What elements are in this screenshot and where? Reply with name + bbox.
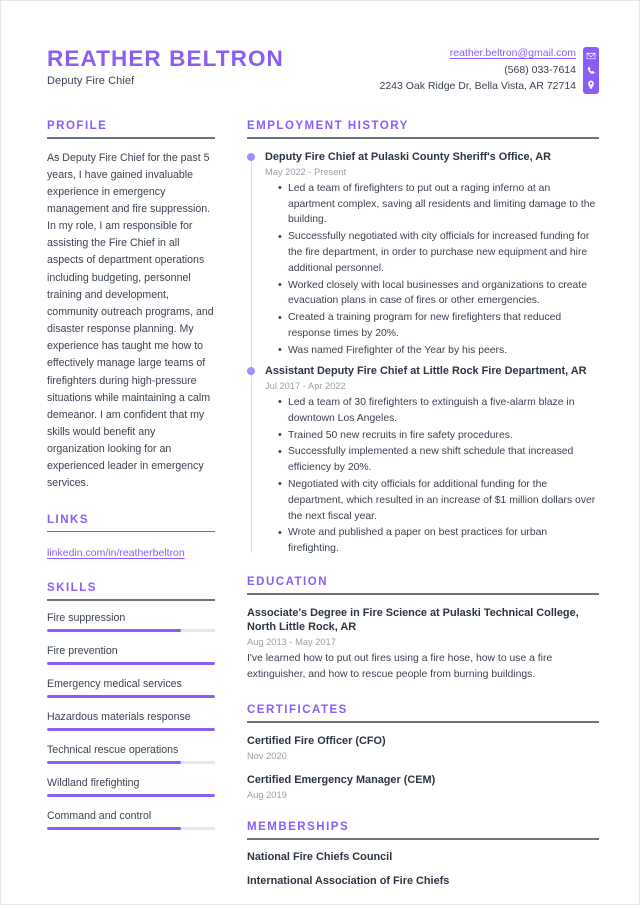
section-links	[47, 514, 215, 562]
employment-bullet: • Wrote and published a paper on best practices for urban firefighting.	[278, 525, 599, 557]
section-skills	[47, 582, 215, 830]
employment-bullet: • Worked closely with local businesses and organizations to create evacuation plans in case of fires or other emergencies.	[278, 278, 599, 310]
resume-header	[47, 31, 599, 94]
skill-fill	[47, 728, 215, 731]
section-employment-history	[247, 120, 599, 557]
contact-block	[379, 43, 599, 94]
main-column	[229, 120, 599, 908]
employment-bullet: • Successfully implemented a new shift schedule that increased efficiency by 20%.	[278, 444, 599, 476]
employment-timeline	[247, 150, 599, 558]
employment-date: Jul 2017 - Apr 2022	[265, 380, 346, 391]
section-rule	[247, 593, 599, 595]
section-title-memberships: MEMBERSHIPS	[247, 821, 350, 833]
contact-address: 2243 Oak Ridge Dr, Bella Vista, AR 72714	[379, 80, 576, 93]
skill-item	[47, 810, 215, 830]
certificate-entry	[247, 734, 599, 761]
skill-item	[47, 744, 215, 764]
employment-bullet: • Was named Firefighter of the Year by his peers.	[278, 343, 599, 359]
skill-label: Command and control	[47, 809, 152, 822]
skill-track	[47, 827, 215, 830]
education-description: I've learned how to put out fires using a fire hose, how to use a fire extinguisher, and how to rescue people from burning buildings.	[247, 653, 553, 681]
certificate-date: Aug 2019	[247, 790, 287, 800]
timeline-dot-icon	[247, 367, 255, 375]
section-rule	[247, 137, 599, 139]
section-certificates	[247, 704, 599, 800]
skill-fill	[47, 662, 215, 665]
employment-entry	[265, 364, 599, 557]
contact-phone: (568) 033-7614	[504, 63, 576, 76]
section-memberships	[247, 821, 599, 887]
employment-entry	[265, 150, 599, 359]
section-rule	[47, 531, 215, 533]
candidate-name: REATHER BELTRON	[47, 46, 284, 71]
section-title-education: EDUCATION	[247, 576, 329, 588]
skill-label: Technical rescue operations	[47, 743, 179, 756]
skill-label: Hazardous materials response	[47, 710, 191, 723]
section-rule	[47, 599, 215, 601]
certificate-title: Certified Fire Officer (CFO)	[247, 734, 386, 747]
skill-track	[47, 662, 215, 665]
skill-item	[47, 678, 215, 698]
section-rule	[47, 137, 215, 139]
certificate-entry	[247, 773, 599, 800]
skill-fill	[47, 761, 181, 764]
resume-body	[47, 120, 599, 908]
employment-bullet: • Successfully negotiated with city officials for increased funding for the fire department, in order to purchase new equipment and hire additional personnel.	[278, 229, 599, 276]
link-item[interactable]: linkedin.com/in/reatherbeltron	[47, 547, 185, 560]
skill-fill	[47, 827, 181, 830]
candidate-job-title: Deputy Fire Chief	[47, 75, 135, 88]
contact-icon-column	[583, 47, 599, 94]
education-date: Aug 2013 - May 2017	[247, 637, 336, 648]
skill-item	[47, 711, 215, 731]
employment-bullet: • Led a team of 30 firefighters to extinguish a five-alarm blaze in downtown Los Angeles.	[278, 395, 599, 427]
employment-bullets	[265, 181, 599, 359]
skill-label: Fire suppression	[47, 611, 126, 624]
skill-track	[47, 761, 215, 764]
timeline-dot-icon	[247, 153, 255, 161]
identity-block	[47, 43, 284, 87]
section-profile	[47, 120, 215, 493]
section-title-certificates: CERTIFICATES	[247, 704, 348, 717]
skill-fill	[47, 695, 215, 698]
employment-bullet: • Led a team of firefighters to put out a raging inferno at an apartment complex, saving all residents and limiting damage to the building.	[278, 181, 599, 228]
section-education	[247, 576, 599, 683]
employment-date: May 2022 - Present	[265, 166, 347, 177]
section-rule	[247, 721, 599, 723]
certificate-date: Nov 2020	[247, 750, 287, 761]
skill-item	[47, 777, 215, 797]
certificate-title: Certified Emergency Manager (CEM)	[247, 773, 436, 786]
skill-label: Emergency medical services	[47, 677, 182, 690]
education-title: Associate's Degree in Fire Science at Pulaski Technical College, North Little Rock, AR	[247, 606, 579, 634]
contact-email[interactable]: reather.beltron@gmail.com	[449, 47, 576, 59]
skill-track	[47, 794, 215, 797]
skill-fill	[47, 629, 181, 632]
envelope-icon	[586, 51, 596, 61]
employment-bullet: • Trained 50 new recruits in fire safety procedures.	[278, 428, 599, 444]
section-title-links: LINKS	[47, 513, 89, 526]
employment-title: Assistant Deputy Fire Chief at Little Rock Fire Department, AR	[265, 364, 587, 377]
membership-entry: International Association of Fire Chiefs	[247, 874, 450, 887]
phone-icon	[586, 66, 596, 76]
skill-item	[47, 612, 215, 632]
employment-bullet: • Created a training program for new firefighters that reduced response times by 20%.	[278, 310, 599, 342]
section-title-profile: PROFILE	[47, 120, 108, 132]
skill-item	[47, 645, 215, 665]
section-title-employment: EMPLOYMENT HISTORY	[247, 120, 409, 132]
profile-text: As Deputy Fire Chief for the past 5 years, I have gained invaluable experience in emergency management and fire suppression. In my role, I am responsible for assisting the Fire Chief in all aspects of department operations including budgeting, personnel training and development, community outreach programs, and disaster response planning. My experience has taught me how to effectively manage large teams of firefighters during high-pressure situations while maintaining a calm demeanor. I am confident that my skills would benefit any organization looking for an experienced leader in emergency services.	[47, 151, 214, 490]
employment-bullets	[265, 395, 599, 557]
education-entry	[247, 606, 599, 684]
skill-label: Wildland firefighting	[47, 776, 140, 789]
employment-title: Deputy Fire Chief at Pulaski County Sheriff's Office, AR	[265, 150, 551, 163]
section-title-skills: SKILLS	[47, 582, 97, 595]
employment-bullet: • Negotiated with city officials for additional funding for the department, which resulted in an increase of $1 million dollars over the next fiscal year.	[278, 477, 599, 524]
location-pin-icon	[586, 80, 596, 90]
skill-label: Fire prevention	[47, 644, 118, 657]
skill-track	[47, 695, 215, 698]
membership-entry: National Fire Chiefs Council	[247, 850, 393, 863]
skill-fill	[47, 794, 215, 797]
links-list	[47, 543, 215, 561]
sidebar-column	[47, 120, 229, 851]
skill-track	[47, 728, 215, 731]
section-rule	[247, 838, 599, 840]
skill-track	[47, 629, 215, 632]
contact-lines	[379, 47, 576, 93]
